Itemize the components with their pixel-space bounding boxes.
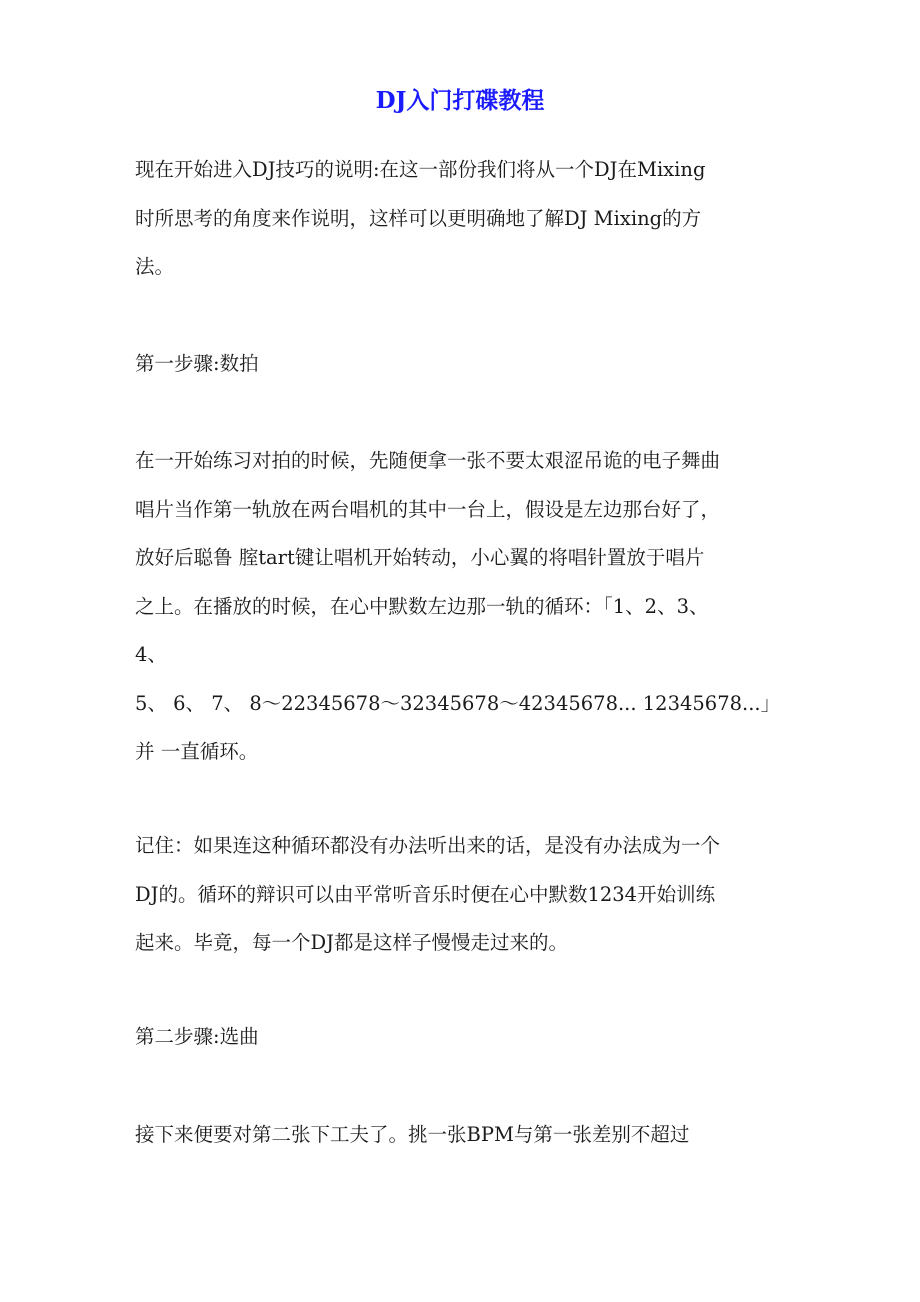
- note-line: DJ的。循环的辩识可以由平常听音乐时便在心中默数1234开始训练: [135, 882, 716, 906]
- note-paragraph: [135, 822, 795, 968]
- step2-line: 接下来便要对第二张下工夫了。挑一张BPM与第一张差别不超过: [135, 1123, 690, 1146]
- step1-line: 在一开始练习对拍的时候，先随便拿一张不要太艰涩吊诡的电子舞曲: [135, 449, 721, 472]
- step1-heading: [135, 340, 795, 389]
- step1-heading-text: 第一步骤:数拍: [135, 352, 259, 375]
- intro-line: 现在开始进入DJ技巧的说明:在这一部份我们将从一个DJ在Mixing: [135, 158, 706, 181]
- step1-line: 唱片当作第一轨放在两台唱机的其中一台上，假设是左边那台好了，: [135, 497, 721, 521]
- step2-heading: [135, 1013, 795, 1062]
- intro-paragraph: [135, 146, 795, 292]
- intro-line: 时所思考的角度来作说明，这样可以更明确地了解DJ Mixing的方: [135, 206, 702, 230]
- step1-line: 并 一直循环。: [135, 740, 259, 763]
- note-line: 起来。毕竟，每一个DJ都是这样子慢慢走过来的。: [135, 931, 568, 954]
- step1-paragraph: [135, 437, 795, 777]
- note-line: 记住：如果连这种循环都没有办法听出来的话，是没有办法成为一个: [135, 834, 721, 857]
- step1-line: 之上。在播放的时候，在心中默数左边那一轨的循环：「1、2、3、: [135, 594, 709, 618]
- step1-line: 4、: [135, 643, 167, 666]
- step2-heading-text: 第二步骤:选曲: [135, 1025, 259, 1048]
- step1-line: 5、 6、 7、 8～22345678～32345678～42345678... 12345678...」: [135, 691, 781, 715]
- document-title: DJ入门打碟教程: [375, 87, 545, 114]
- step1-line: 放好后聪鲁 腟tart键让唱机开始转动，小心翼的将唱针置放于唱片: [135, 546, 705, 569]
- step2-paragraph: [135, 1111, 795, 1160]
- intro-line: 法。: [135, 255, 175, 278]
